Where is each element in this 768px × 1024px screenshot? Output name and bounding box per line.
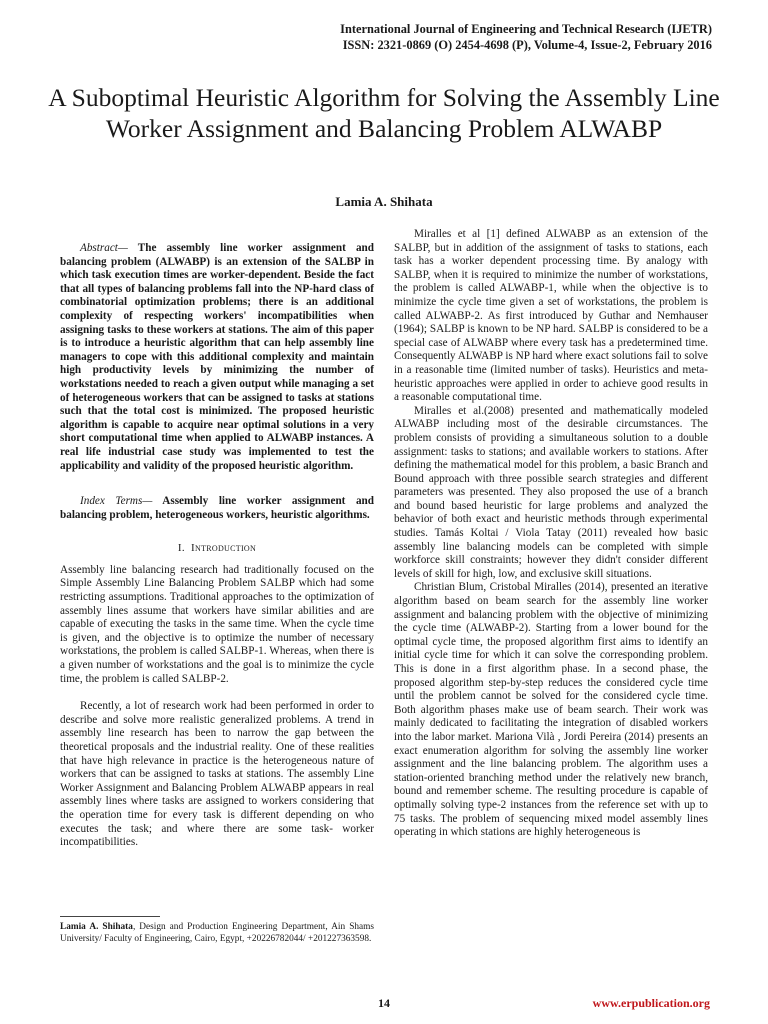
journal-header <box>340 22 712 53</box>
right-column <box>394 228 708 840</box>
section-title: Introduction <box>191 542 257 555</box>
index-terms <box>60 495 374 522</box>
intro-paragraph-2: Recently, a lot of research work had been performed in order to describe and solve more realistic generalized problems. A trend in assembly line research has been to narrow the gap between the theoretical proposals and the industrial reality. One of these realities that have high relevance in practice is the heterogeneous nature of workers that can be assigned to tasks at stations. The assembly Line Worker Assignment and Balancing Problem ALWABP appears in real assembly lines where tasks are assigned to workers considering that the operation time for every task is different depending on who executes the task; and where there are some task- worker incompatibilities. <box>60 700 374 849</box>
index-terms-text: Assembly line worker assignment and balancing problem, heterogeneous workers, heuristic algorithms. <box>60 495 374 521</box>
abstract-lead: Abstract— <box>80 242 128 254</box>
abstract <box>60 242 374 473</box>
paper-title: A Suboptimal Heuristic Algorithm for Solving the Assembly Line Worker Assignment and Balancing Problem ALWABP <box>48 83 720 143</box>
author-footnote <box>60 922 374 946</box>
body-paragraph-1: Miralles et al [1] defined ALWABP as an extension of the SALBP, but in addition of the assignment of tasks to stations, each task has a worker dependent processing time. By analogy with SALBP, when it is required to minimize the number of workstations, the problem is called ALWABP-1, while when the objective is to minimize the cycle time given a set of workstations, the problem is called ALWABP-2. As first introduced by Guthar and Nemhauser (1964); SALBP is known to be NP hard. SALBP is considered to be a special case of ALWABP where every task has a predetermined time. Consequently ALWABP is NP hard where exact solutions fail to solve in a reasonable time (limited number of tasks). Heuristics and meta-heuristic approaches were applied in order to achieve good results in a reasonable computational time. <box>394 228 708 404</box>
publisher-url[interactable]: www.erpublication.org <box>592 996 710 1010</box>
footnote-rule <box>60 916 160 917</box>
page-number: 14 <box>378 996 390 1010</box>
section-heading <box>60 542 374 556</box>
left-column <box>60 228 374 850</box>
journal-issn: ISSN: 2321-0869 (O) 2454-4698 (P), Volume-4, Issue-2, February 2016 <box>342 37 712 52</box>
footnote-author: Lamia A. Shihata <box>60 922 133 932</box>
section-number: I. <box>177 542 185 555</box>
body-paragraph-3: Christian Blum, Cristobal Miralles (2014), presented an iterative algorithm based on beam search for the assembly line worker assignment and balancing problem with the objective of minimizing the cycle time (ALWABP-2). Starting from a lower bound for the optimal cycle time, the proposed algorithm first aims to identify an initial cycle time for which it can solve the corresponding problem. This is done in a first algorithm phase. In a second phase, the proposed algorithm step-by-step reduces the considered cycle time until the problem cannot be solved for the considered cycle time. Both algorithm phases make use of beam search. Their work was mainly dedicated to facilitating the integration of disabled workers into the labor market. Mariona Vilà , Jordi Pereira (2014) presents an exact enumeration algorithm for solving the assembly line worker assignment and the line balancing problem. The algorithm uses a station-oriented branching method under the relatively new branch, bound and remember scheme. The resulting procedure is capable of optimally solving type-2 instances from the reference set with up to 75 tasks. The problem of sequencing mixed model assembly lines operating in which stations are highly heterogeneous is <box>394 581 708 839</box>
index-terms-lead: Index Terms— <box>80 495 153 508</box>
abstract-text: The assembly line worker assignment and balancing problem (ALWABP) is an extension of the SALBP in which task execution times are worker-dependent. Beside the fact that all types of balancing problems fall into the NP-hard class of combinatorial optimization problems; there is an additional complexity of respecting workers' incompatibilities when assigning tasks to these workers at stations. The aim of this paper is to introduce a heuristic algorithm that can help assembly line managers to cope with this additional complexity and maintain high productivity levels by minimizing the number of workstations needed to reach a given output while managing a set of heterogeneous workers that can be assigned to tasks at stations such that the total cost is minimized. The proposed heuristic algorithm is capable to acquire near optimal solutions in a very short computational time when applied to ALWABP instances. A real life industrial case study was implemented to test the applicability and validity of the proposed heuristic algorithm. <box>60 242 374 472</box>
footnote-affiliation: , Design and Production Engineering Department, Ain Shams University/ Faculty of Engineering, Cairo, Egypt, +20226782044/ +201227363598. <box>60 922 374 944</box>
body-paragraph-2: Miralles et al.(2008) presented and mathematically modeled ALWABP including most of the desirable circumstances. The problem consists of providing a simultaneous solution to a double assignment: tasks to stations; and available workers to stations. After defining the mathematical model for this problem, a basic Branch and Bound approach with three possible search strategies and different parameters was presented. They also proposed the use of a branch and bound based heuristic for large problems and analyzed the behavior of both exact and heuristic methods through experimental studies. Tamás Koltai / Viola Tatay (2011) revealed how basic assembly line balancing models can be completed with simple workforce skill constraints; however they didn't consider different levels of skill for high, low, and exclusive skill situations. <box>394 404 708 580</box>
journal-name: International Journal of Engineering and Technical Research (IJETR) <box>340 22 712 36</box>
author-name: Lamia A. Shihata <box>335 194 433 209</box>
intro-paragraph-1: Assembly line balancing research had traditionally focused on the Simple Assembly Line Balancing Problem SALBP which had some restricting assumptions. Traditional approaches to the optimization of assembly lines assume that workers have similar abilities and are capable of executing the tasks in the same time. When the cycle time is given, and the objective is to optimize the number of necessary workstations, the problem is called SALBP-1. Whereas, when there is a given number of workstations and the goal is to minimize the cycle time, the problem is called SALBP-2. <box>60 563 374 685</box>
